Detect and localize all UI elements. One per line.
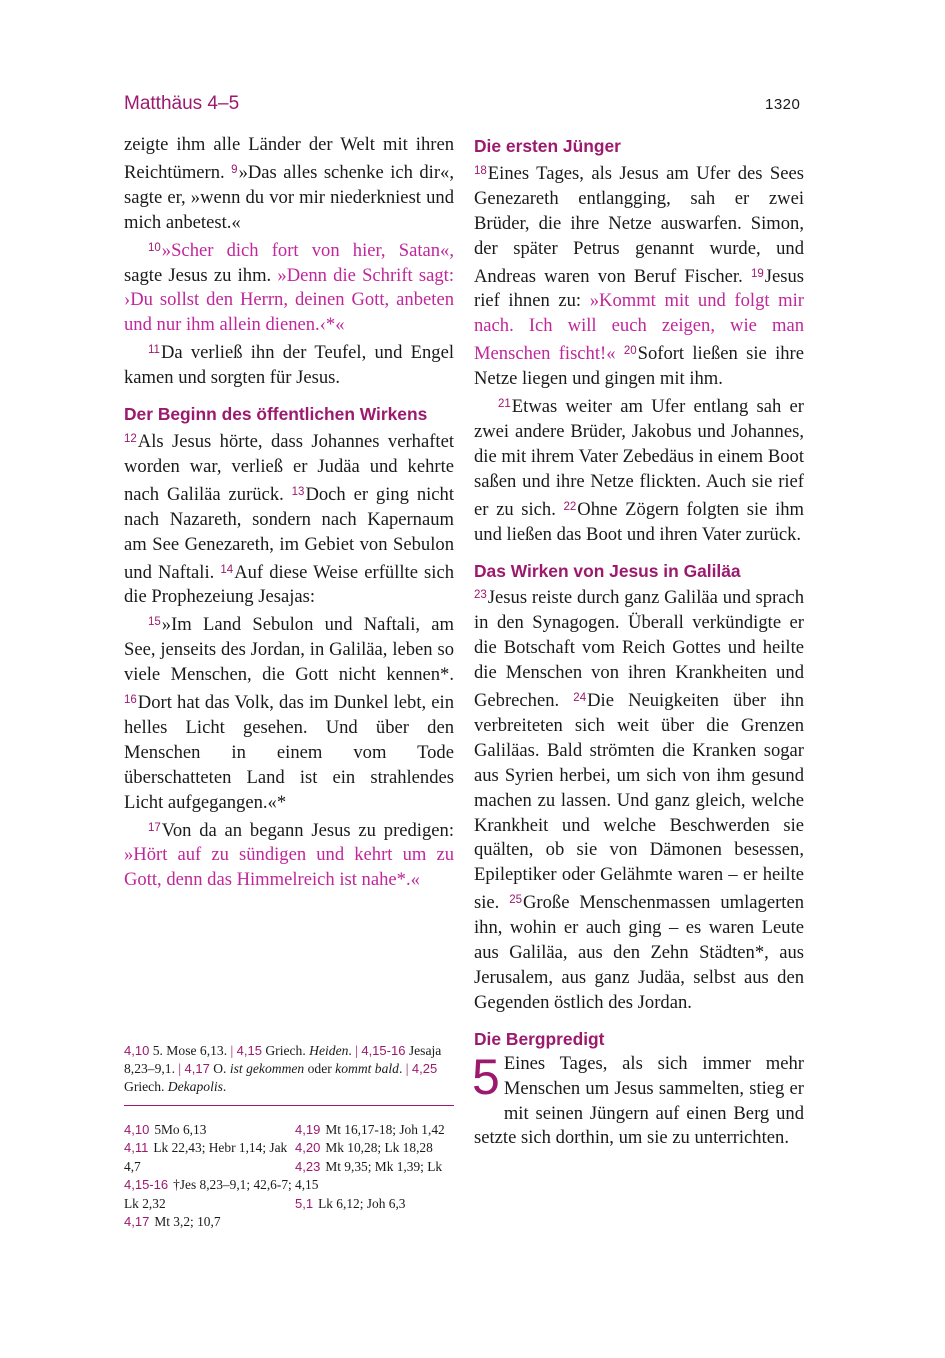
verse-number: 13	[291, 485, 305, 498]
cross-ref: 4,20 Mk 10,28; Lk 18,28	[295, 1140, 433, 1156]
divider	[124, 1105, 454, 1106]
paragraph: $^{15}$»Im Land Sebulon und Naftali, am See, jenseits des Jordan, in Galiläa, leben so viele Menschen, die Gott nicht kennen*. $^{16}$Dort hat das Volk, das im Dunkel lebt, ein helles Licht gesehen. Und über den Menschen in einem vom Tode überschatteten Land ist ein strahlendes Licht aufgegangen.«*	[124, 614, 454, 813]
footnote-ref: 4,25	[411, 1061, 438, 1077]
footnotes: 4,10 5. Mose 6,13. | 4,15 Griech. Heiden. | 4,15-16 Jesaja 8,23–9,1. | 4,17 O. ist gekommen oder kommt bald. | 4,25 Griech. Dekapolis.	[124, 1043, 442, 1095]
verse-number: 23	[474, 589, 487, 602]
cross-references-right	[295, 1121, 465, 1213]
chapter-number: 5	[472, 1048, 500, 1105]
cross-ref: 5,1 Lk 6,12; Joh 6,3	[295, 1195, 406, 1211]
cross-ref: 4,17 Mt 3,2; 10,7	[124, 1214, 221, 1230]
verse-number: 10	[148, 241, 161, 254]
cross-ref: 4,23 Mt 9,35; Mk 1,39; Lk 4,15	[295, 1158, 443, 1193]
cross-ref: 4,10 5Mo 6,13	[124, 1122, 207, 1137]
paragraph: $^{10}$»Scher dich fort von hier, Satan«, sagte Jesus zu ihm. »Denn die Schrift sagt: ›Du sollst den Herrn, deinen Gott, anbeten und nur ihm allein dienen.‹*«	[124, 239, 454, 336]
paragraph: $^{11}$Da verließ ihn der Teufel, und Engel kamen und sorgten für Jesus.	[124, 342, 454, 389]
footnote-ref: 4,10	[124, 1043, 150, 1058]
section-heading: Der Beginn des öffentlichen Wirkens	[124, 404, 428, 425]
verse-number: 17	[148, 821, 161, 834]
verse-number: 15	[148, 616, 161, 629]
jesus-words: »Scher dich fort von hier, Satan«,	[161, 239, 454, 261]
paragraph: $^{21}$Etwas weiter am Ufer entlang sah er zwei andere Brüder, Jakobus und Johannes, die mit ihrem Vater Zebedäus in einem Boot saßen und ihre Netze flickten. Auch sie rief er zu sich. $^{22}$Ohne Zögern folgten sie ihm und ließen das Boot und ihren Vater zurück.	[474, 396, 805, 545]
verse-number: 9	[231, 163, 238, 176]
verse-number: 18	[474, 164, 487, 177]
jesus-words: »Kommt mit und folgt mir nach. Ich will euch zeigen, wie man Menschen fischt!«	[474, 290, 804, 365]
paragraph: zeigte ihm alle Länder der Welt mit ihren Reichtümern. $^9$»Das alles schenke ich dir«, sagte er, »wenn du vor mir niederkniest und mich anbetest.«	[124, 134, 454, 233]
footnote-ref: 4,15	[236, 1043, 262, 1058]
verse-number: 25	[509, 894, 522, 907]
section-heading: Die Bergpredigt	[474, 1028, 605, 1049]
footnote-ref: 4,17	[184, 1061, 210, 1077]
footnote-ref: 4,15-16	[361, 1043, 406, 1058]
paragraph: 5 Eines Tages, als sich immer mehr Menschen um Jesus sammelten, stieg er mit seinen Jüngern auf einen Berg und setzte sich dorthin, um sie zu unterrichten.	[472, 1048, 804, 1149]
verse-number: 20	[623, 345, 637, 358]
cross-references-left	[124, 1121, 294, 1231]
left-text-column	[124, 133, 454, 893]
section-heading: Die ersten Jünger	[474, 136, 621, 156]
paragraph: $^{17}$Von da an begann Jesus zu predigen: »Hört auf zu sündigen und kehrt um zu Gott, denn das Himmelreich ist nahe*.«	[124, 819, 454, 891]
section-heading: Das Wirken von Jesus in Galiläa	[474, 560, 741, 581]
page-number: 1320	[765, 96, 801, 113]
jesus-words: »Hört auf zu sündigen und kehrt um zu Gott, denn das Himmelreich ist nahe*.«	[124, 844, 454, 891]
right-text-column	[474, 133, 804, 1151]
cross-ref: 4,19 Mt 16,17-18; Joh 1,42	[295, 1122, 445, 1137]
verse-number: 21	[498, 398, 511, 411]
verse-number: 16	[124, 694, 137, 707]
cross-ref: 4,15-16 †Jes 8,23–9,1; 42,6-7; Lk 2,32	[124, 1177, 292, 1211]
cross-ref: 4,11 Lk 22,43; Hebr 1,14; Jak 4,7	[124, 1140, 288, 1174]
running-head: Matthäus 4–5	[124, 93, 240, 114]
verse-number: 14	[220, 563, 234, 576]
verse-number: 24	[573, 692, 587, 705]
jesus-words: »Denn die Schrift sagt: ›Du sollst den Herrn, deinen Gott, anbeten und nur ihm allein dienen.‹*«	[124, 264, 454, 336]
verse-number: 11	[148, 344, 160, 357]
paragraph: $^{23}$Jesus reiste durch ganz Galiläa und sprach in den Synagogen. Überall verkündigte er die Botschaft vom Reich Gottes und heilte die Menschen von ihren Krankheiten und Gebrechen. $^{24}$Die Neuigkeiten über ihn verbreiteten sich weit über die Grenzen Galiläas. Bald strömten die Kranken sogar aus Syrien herbei, um sich von ihm gesund machen zu lassen. Und ganz gleich, welche Krankheit und welche Beschwerden sie quälten, ob sie von Dämonen besessen, Epileptiker oder Gelähmte waren – er heilte sie. $^{25}$Große Menschenmassen umlagerten ihn, wohin er auch ging – es waren Leute aus Galiläa, aus den Zehn Städten*, aus Jerusalem, aus ganz Judäa, selbst aus den Gegenden östlich des Jordan.	[474, 587, 804, 1013]
paragraph: $^{12}$Als Jesus hörte, dass Johannes verhaftet worden war, verließ er Judäa und kehrte nach Galiläa zurück. $^{13}$Doch er ging nicht nach Nazareth, sondern nach Kapernaum am See Genezareth, im Gebiet von Sebulon und Naftali. $^{14}$Auf diese Weise erfüllte sich die Prophezeiung Jesajas:	[124, 430, 455, 608]
paragraph: $^{18}$Eines Tages, als Jesus am Ufer des Sees Genezareth entlangging, sah er zwei Brüder, die ihre Netze auswarfen. Simon, der später Petrus genannt wurde, und Andreas waren von Beruf Fischer. $^{19}$Jesus rief ihnen zu: »Kommt mit und folgt mir nach. Ich will euch zeigen, wie man Menschen fischt!« $^{20}$Sofort ließen sie ihre Netze liegen und gingen mit ihm.	[474, 162, 804, 390]
verse-number: 19	[750, 267, 764, 280]
verse-number: 12	[124, 432, 137, 445]
verse-number: 22	[563, 500, 577, 513]
